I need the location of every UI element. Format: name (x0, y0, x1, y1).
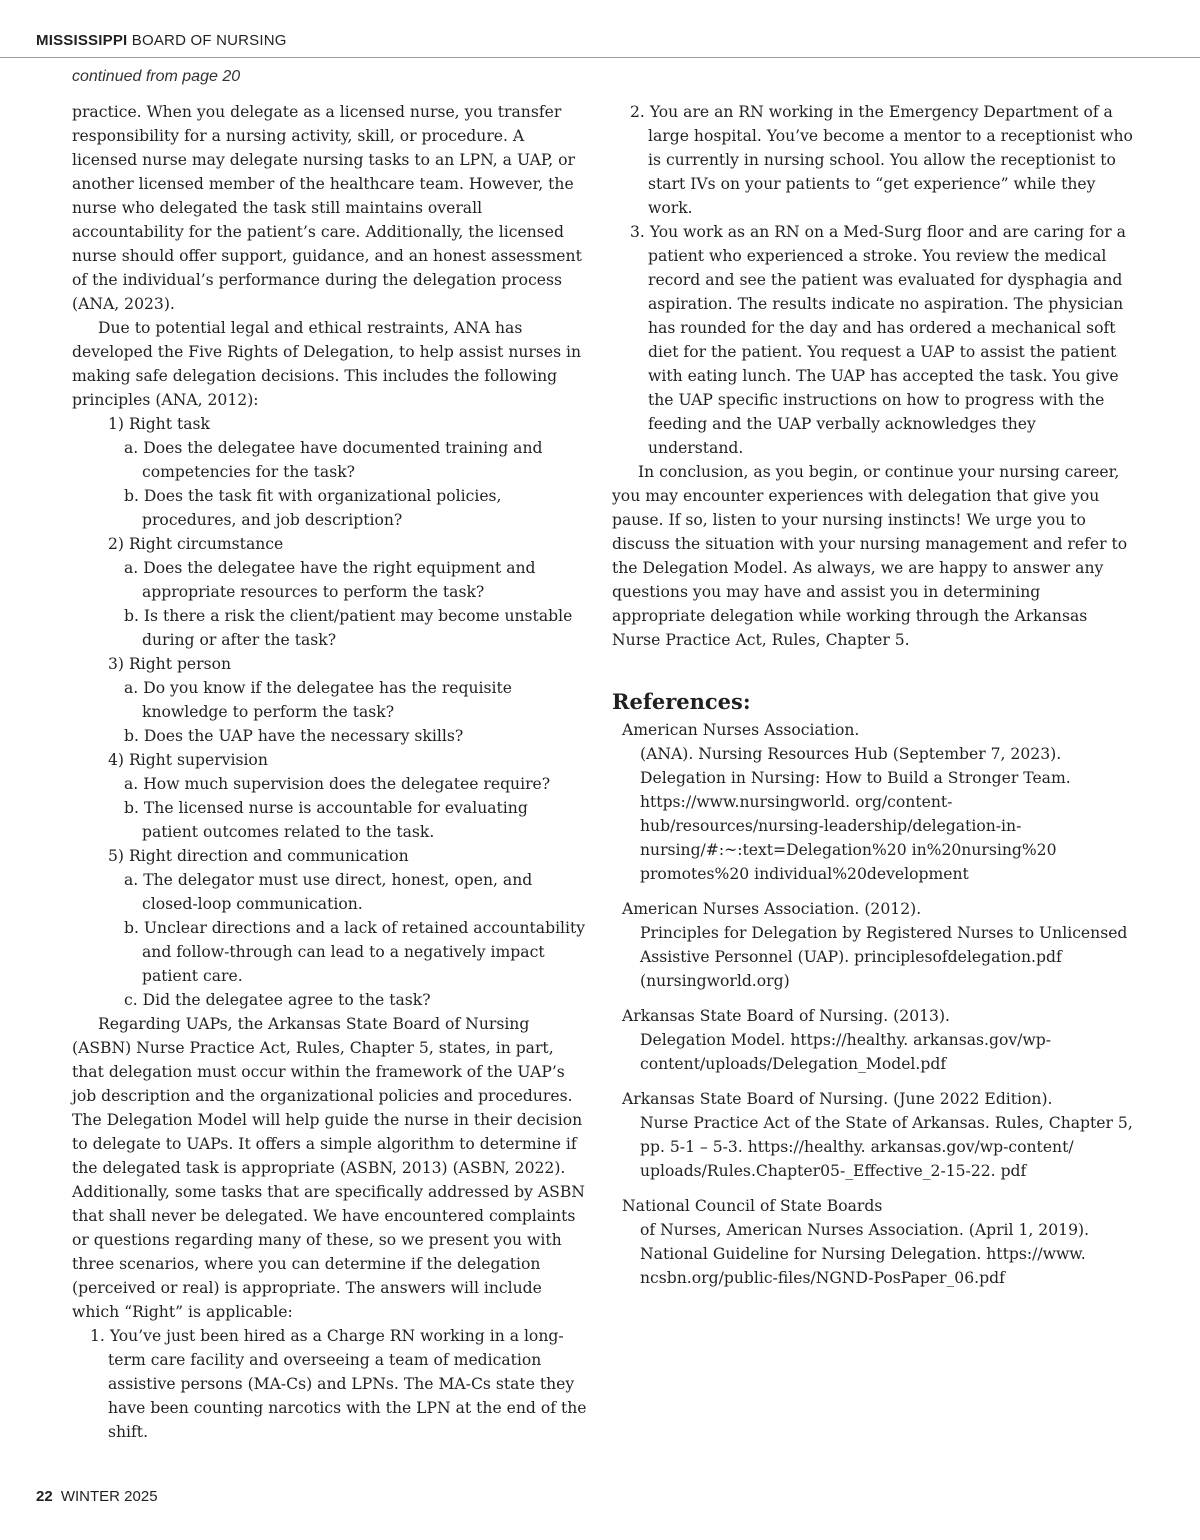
continued-note: continued from page 20 (72, 68, 241, 85)
reference-entry (622, 1004, 1134, 1076)
page-footer (36, 1488, 158, 1505)
right-label: 2) Right circumstance (108, 535, 284, 553)
reference-detail: Delegation Model. https://healthy. arkansas.gov/wp-content/uploads/Delegation_Model.pdf (640, 1031, 1052, 1073)
reference-entry (622, 718, 1134, 886)
right-subitem: a. How much supervision does the delegatee require? (124, 775, 551, 793)
header-org-bold: MISSISSIPPI (36, 32, 128, 49)
header-divider (0, 57, 1200, 58)
reference-entry (622, 1087, 1134, 1183)
reference-entry (622, 1194, 1134, 1290)
rights-list (72, 412, 588, 1012)
scenario-3: 3. You work as an RN on a Med-Surg floor and are caring for a patient who experienced a stroke. You review the medical record and see the patient was evaluated for dysphagia and aspiration. The results indicate no aspiration. The physician has rounded for the day and has ordered a mechanical soft diet for the patient. You request a UAP to assist the patient with eating lunch. The UAP has accepted the task. You give the UAP specific instructions on how to progress with the feeding and the UAP verbally acknowledges they understand. (630, 223, 1126, 457)
reference-source: Arkansas State Board of Nursing. (June 2022 Edition). (622, 1090, 1053, 1108)
paragraph-conclusion: In conclusion, as you begin, or continue your nursing career, you may encounter experiences with delegation that give you pause. If so, listen to your nursing instincts! We urge you to discuss the situation with your nursing management and refer to the Delegation Model. As always, we are happy to answer any questions you may have and assist you in determining appropriate delegation while working through the Arkansas Nurse Practice Act, Rules, Chapter 5. (612, 463, 1128, 649)
reference-detail: Nurse Practice Act of the State of Arkansas. Rules, Chapter 5, pp. 5-1 – 5-3. https://healthy. arkansas.gov/wp-content/ uploads/Rules.Chapter05-_Effective_2-15-22. pdf (640, 1114, 1133, 1180)
right-label: 1) Right task (108, 415, 210, 433)
scenario-1: 1. You’ve just been hired as a Charge RN working in a long-term care facility and overseeing a team of medication assistive persons (MA-Cs) and LPNs. The MA-Cs state they have been counting narcotics with the LPN at the end of the shift. (90, 1327, 587, 1441)
issue-label: WINTER 2025 (60, 1488, 158, 1505)
right-column (612, 100, 1134, 1301)
reference-source: American Nurses Association. (622, 721, 860, 739)
reference-detail: (ANA). Nursing Resources Hub (September 7, 2023). Delegation in Nursing: How to Build a Stronger Team. https://www.nursingworld. org/content-hub/resources/nursing-leadership/delegation-in-nursing/#:~:text=Delegation%20 in%20nursing%20 promotes%20 individual%20development (640, 745, 1071, 883)
right-subitem: b. Is there a risk the client/patient may become unstable during or after the task? (124, 607, 573, 649)
right-subitem: a. Does the delegatee have the right equipment and appropriate resources to perform the task? (124, 559, 536, 601)
header-org-rest: BOARD OF NURSING (127, 32, 287, 49)
right-label: 3) Right person (108, 655, 232, 673)
paragraph-five-rights: Due to potential legal and ethical restraints, ANA has developed the Five Rights of Delegation, to help assist nurses in making safe delegation decisions. This includes the following principles (ANA, 2012): (72, 319, 582, 409)
reference-detail: of Nurses, American Nurses Association. (April 1, 2019). National Guideline for Nursing Delegation. https://www. ncsbn.org/public-files/NGND-PosPaper_06.pdf (640, 1221, 1090, 1287)
right-subitem: c. Did the delegatee agree to the task? (124, 991, 431, 1009)
references-list (612, 718, 1134, 1290)
right-subitem: b. Does the task fit with organizational policies, procedures, and job description? (124, 487, 502, 529)
right-subitem: b. The licensed nurse is accountable for evaluating patient outcomes related to the task. (124, 799, 528, 841)
right-label: 4) Right supervision (108, 751, 268, 769)
reference-source: Arkansas State Board of Nursing. (2013). (622, 1007, 950, 1025)
reference-detail: Principles for Delegation by Registered Nurses to Unlicensed Assistive Personnel (UAP). principlesofdelegation.pdf (nursingworld.org) (640, 924, 1128, 990)
running-header (36, 32, 287, 49)
reference-source: American Nurses Association. (2012). (622, 900, 922, 918)
right-label: 5) Right direction and communication (108, 847, 409, 865)
reference-source: National Council of State Boards (622, 1197, 883, 1215)
right-subitem: b. Does the UAP have the necessary skills? (124, 727, 464, 745)
paragraph-uaps: Regarding UAPs, the Arkansas State Board of Nursing (ASBN) Nurse Practice Act, Rules, Chapter 5, states, in part, that delegation must occur within the framework of the UAP’s job description and the organizational policies and procedures. The Delegation Model will help guide the nurse in their decision to delegate to UAPs. It offers a simple algorithm to determine if the delegated task is appropriate (ASBN, 2013) (ASBN, 2022). Additionally, some tasks that are specifically addressed by ASBN that shall never be delegated. We have encountered complaints or questions regarding many of these, so we present you with three scenarios, where you can determine if the delegation (perceived or real) is appropriate. The answers will include which “Right” is applicable: (72, 1015, 585, 1321)
right-subitem: a. Does the delegatee have documented training and competencies for the task? (124, 439, 543, 481)
right-subitem: a. Do you know if the delegatee has the requisite knowledge to perform the task? (124, 679, 513, 721)
references-heading: References: (612, 689, 751, 714)
right-subitem: a. The delegator must use direct, honest, open, and closed-loop communication. (124, 871, 533, 913)
paragraph-intro: practice. When you delegate as a licensed nurse, you transfer responsibility for a nursing activity, skill, or procedure. A licensed nurse may delegate nursing tasks to an LPN, a UAP, or another licensed member of the healthcare team. However, the nurse who delegated the task still maintains overall accountability for the patient’s care. Additionally, the licensed nurse should offer support, guidance, and an honest assessment of the individual’s performance during the delegation process (ANA, 2023). (72, 103, 582, 313)
reference-entry (622, 897, 1134, 993)
left-column (72, 100, 588, 1444)
page-number: 22 (36, 1488, 53, 1505)
right-subitem: b. Unclear directions and a lack of retained accountability and follow-through can lead to a negatively impact patient care. (124, 919, 586, 985)
scenario-2: 2. You are an RN working in the Emergency Department of a large hospital. You’ve become a mentor to a receptionist who is currently in nursing school. You allow the receptionist to start IVs on your patients to “get experience” while they work. (630, 103, 1133, 217)
